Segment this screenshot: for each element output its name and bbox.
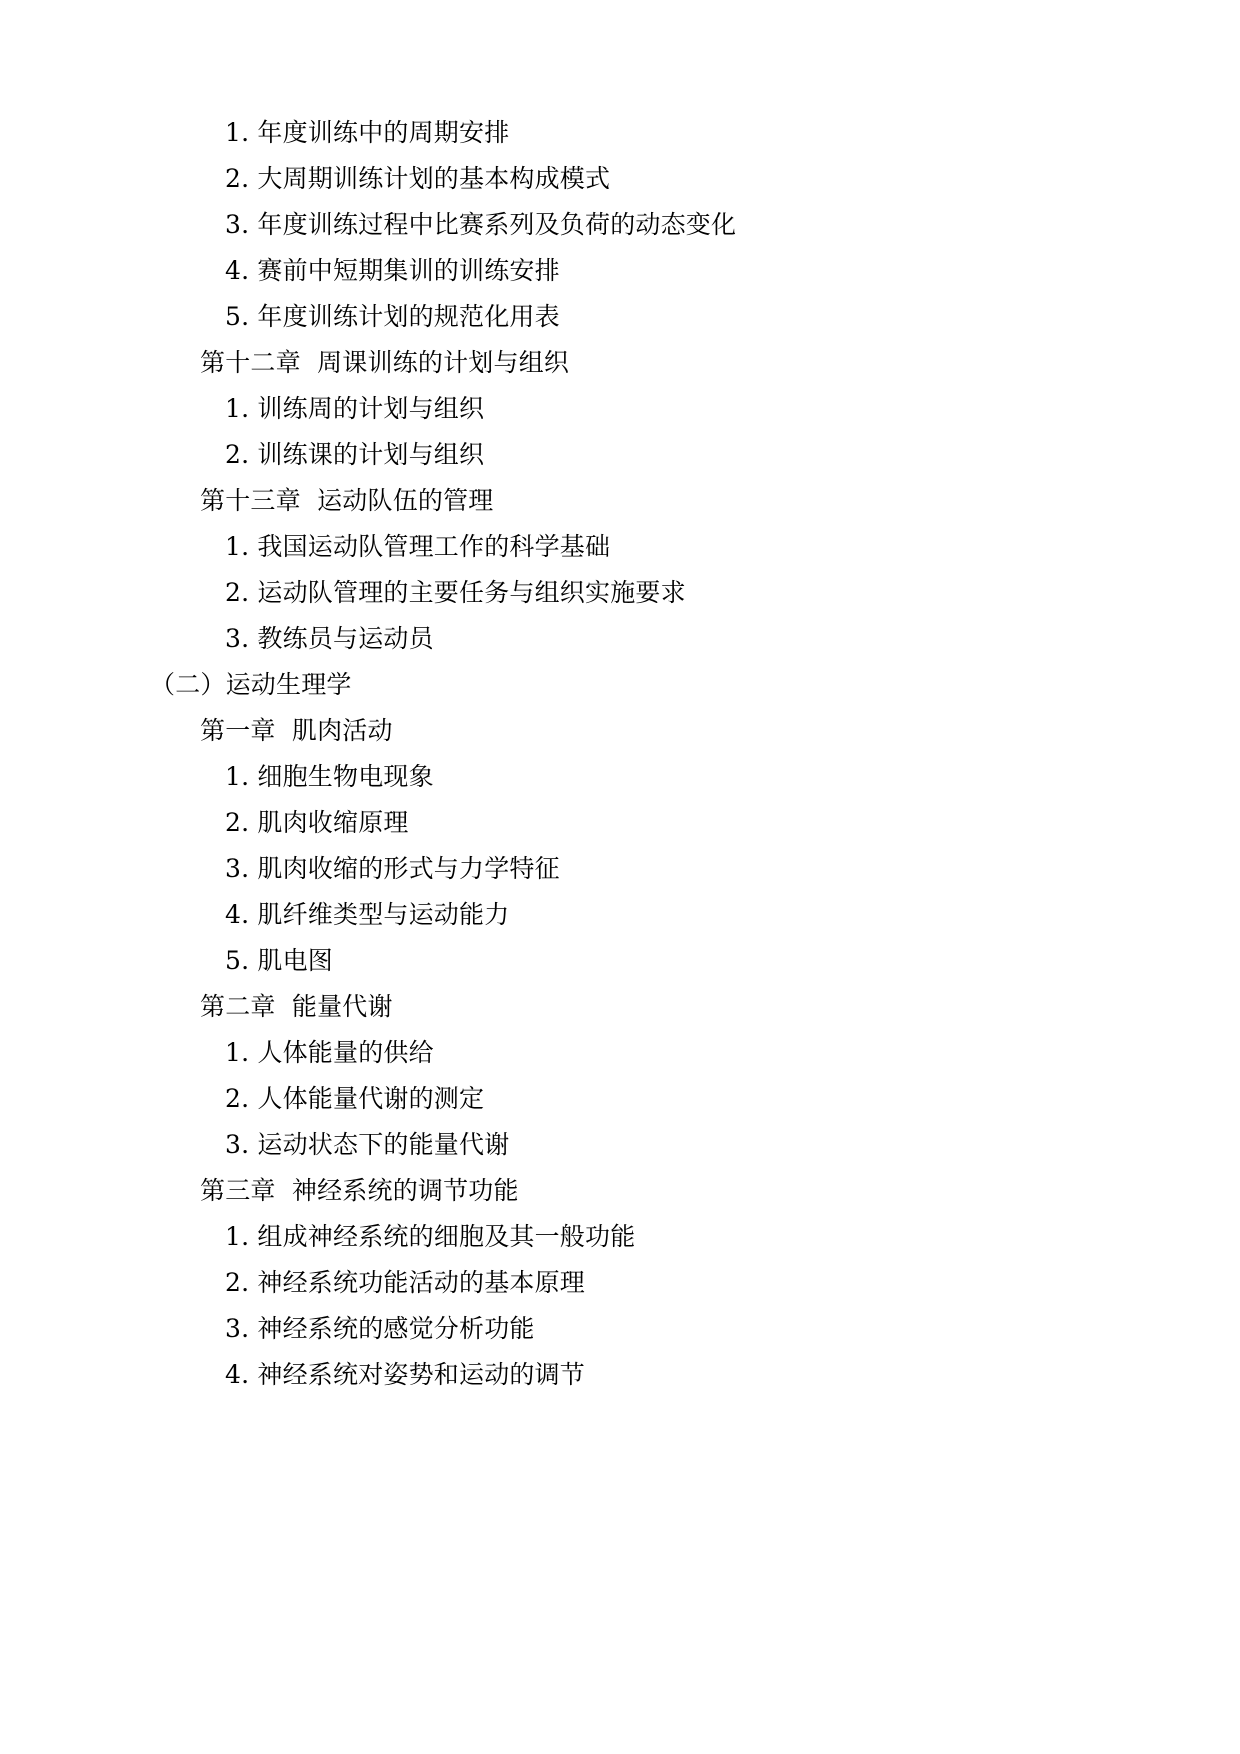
outline-item: 4. 神经系统对姿势和运动的调节 <box>225 1360 586 1389</box>
outline-item: 3. 肌肉收缩的形式与力学特征 <box>225 854 560 883</box>
outline-item: 2. 大周期训练计划的基本构成模式 <box>225 164 611 193</box>
outline-item: 3. 教练员与运动员 <box>225 624 434 653</box>
outline-item: 2. 训练课的计划与组织 <box>225 440 485 469</box>
outline-item: 3. 运动状态下的能量代谢 <box>225 1130 510 1159</box>
chapter-heading: 第三章 神经系统的调节功能 <box>200 1176 519 1205</box>
outline-item: 4. 赛前中短期集训的训练安排 <box>225 256 560 285</box>
outline-item: 1. 组成神经系统的细胞及其一般功能 <box>225 1222 636 1251</box>
chapter-heading: 第一章 肌肉活动 <box>200 716 393 745</box>
outline-item: 3. 年度训练过程中比赛系列及负荷的动态变化 <box>225 210 737 239</box>
outline-item: 1. 细胞生物电现象 <box>225 762 434 791</box>
chapter-heading: 第十三章 运动队伍的管理 <box>200 486 494 515</box>
document-body <box>150 120 1090 1387</box>
outline-item: 5. 年度训练计划的规范化用表 <box>225 302 560 331</box>
outline-item: 3. 神经系统的感觉分析功能 <box>225 1314 535 1343</box>
outline-item: 2. 肌肉收缩原理 <box>225 808 409 837</box>
outline-item: 5. 肌电图 <box>225 946 333 975</box>
outline-item: 1. 人体能量的供给 <box>225 1038 434 1067</box>
outline-item: 2. 人体能量代谢的测定 <box>225 1084 485 1113</box>
outline-item: 1. 训练周的计划与组织 <box>225 394 485 423</box>
outline-item: 2. 神经系统功能活动的基本原理 <box>225 1268 586 1297</box>
section-heading: （二）运动生理学 <box>150 670 352 699</box>
chapter-heading: 第二章 能量代谢 <box>200 992 393 1021</box>
outline-item: 1. 我国运动队管理工作的科学基础 <box>225 532 611 561</box>
chapter-heading: 第十二章 周课训练的计划与组织 <box>200 348 570 377</box>
outline-item: 2. 运动队管理的主要任务与组织实施要求 <box>225 578 686 607</box>
outline-item: 4. 肌纤维类型与运动能力 <box>225 900 510 929</box>
outline-item: 1. 年度训练中的周期安排 <box>225 118 510 147</box>
